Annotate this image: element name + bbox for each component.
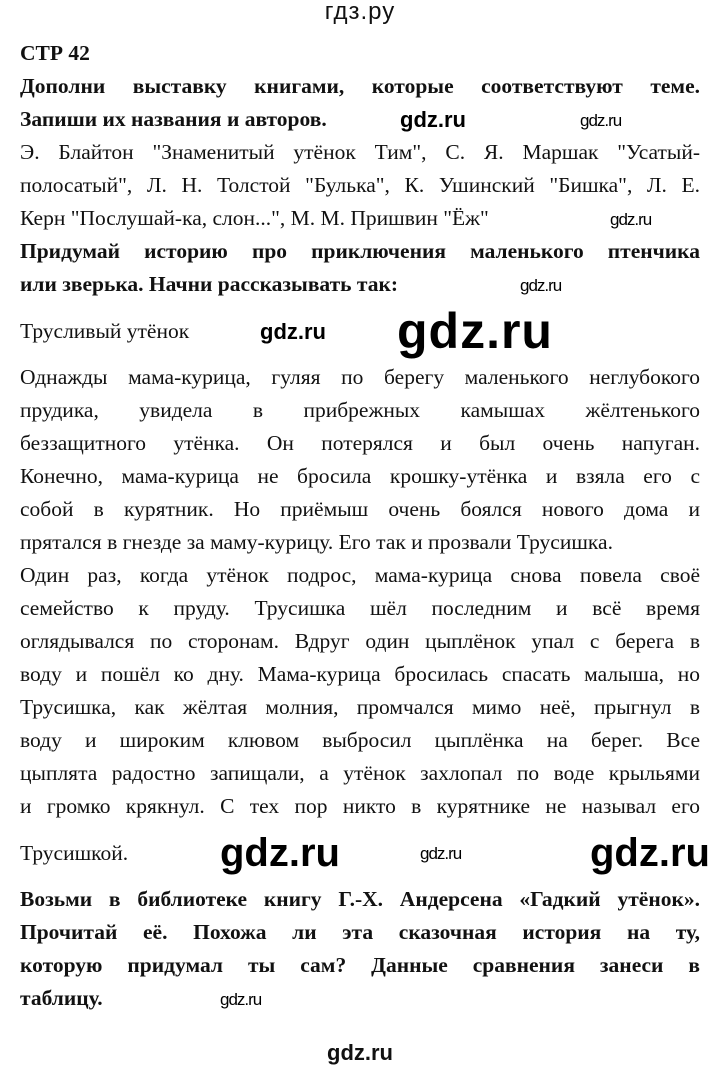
text-line-content: или зверька. Начни рассказывать так: — [20, 272, 399, 296]
watermark: gdz.ru — [580, 111, 622, 130]
text-line — [20, 724, 700, 757]
text-line-content: Придумай историю про приключения маленького птенчика — [20, 239, 700, 263]
text-line — [20, 625, 700, 658]
text-line — [20, 460, 700, 493]
watermark: gdz.ru — [610, 210, 652, 229]
watermark: gdz.ru — [520, 276, 562, 295]
watermark: gdz.ru — [590, 831, 710, 875]
text-line-content: Прочитай её. Похожа ли эта сказочная история на ту, — [20, 920, 700, 944]
text-line — [20, 394, 700, 427]
text-line-content: Возьми в библиотеке книгу Г.-Х. Андерсена «Гадкий утёнок». — [20, 887, 700, 911]
text-line — [20, 691, 700, 724]
text-line — [20, 757, 700, 790]
text-line — [20, 427, 700, 460]
task-heading — [20, 883, 700, 1015]
footer-watermark: gdz.ru — [327, 1040, 393, 1065]
watermark: gdz.ru — [420, 844, 462, 863]
text-line-content: таблицу. — [20, 986, 103, 1010]
watermark: gdz.ru — [220, 990, 262, 1009]
text-line — [20, 658, 700, 691]
text-line — [20, 526, 700, 559]
text-line — [20, 949, 700, 982]
answer-paragraph — [20, 301, 700, 361]
text-line — [20, 883, 700, 916]
text-line-content: прудика, увидела в прибрежных камышах жёлтенького — [20, 398, 700, 422]
text-line-content: прятался в гнезде за маму-курицу. Его так и прозвали Трусишка. — [20, 530, 613, 554]
watermark: gdz.ru — [220, 831, 340, 875]
watermark: gdz.ru — [260, 319, 326, 344]
text-line-content: цыплята радостно запищали, а утёнок захлопал по воде крыльями — [20, 761, 700, 785]
text-line-content: собой в курятник. Но приёмыш очень боялся нового дома и — [20, 497, 700, 521]
text-line-content: Э. Блайтон "Знаменитый утёнок Тим", С. Я. Маршак "Усатый- — [20, 140, 700, 164]
text-line-content: Запиши их названия и авторов. — [20, 107, 327, 131]
text-line-content: беззащитного утёнка. Он потерялся и был очень напуган. — [20, 431, 700, 455]
text-line-content: воду и пошёл ко дну. Мама-курица бросилась спасать малыша, но — [20, 662, 700, 686]
text-line — [20, 790, 700, 823]
text-line — [20, 235, 700, 268]
text-line — [20, 70, 700, 103]
text-line — [20, 982, 700, 1015]
text-line-content: и громко крякнул. С тех пор никто в курятнике не называл его — [20, 794, 700, 818]
document-page — [20, 37, 710, 1015]
text-line-content: которую придумал ты сам? Данные сравнения занеси в — [20, 953, 700, 977]
text-line-content: Дополни выставку книгами, которые соответствуют теме. — [20, 74, 700, 98]
text-line-content: Однажды мама-курица, гуляя по берегу маленького неглубокого — [20, 365, 700, 389]
task-heading — [20, 70, 700, 136]
text-line — [20, 592, 700, 625]
text-line-content: воду и широким клювом выбросил цыплёнка на берег. Все — [20, 728, 700, 752]
text-line — [20, 136, 700, 169]
document-content — [20, 70, 710, 1015]
text-line-content: семейство к пруду. Трусишка шёл последним и всё время — [20, 596, 700, 620]
text-line-content: Трусишкой. — [20, 841, 129, 865]
text-line — [20, 493, 700, 526]
text-line — [20, 559, 700, 592]
text-line — [20, 202, 700, 235]
watermark: gdz.ru — [400, 107, 466, 132]
text-line-content: оглядывался по сторонам. Вдруг один цыплёнок упал с берега в — [20, 629, 700, 653]
answer-paragraph — [20, 136, 700, 235]
text-line — [20, 916, 700, 949]
text-line-content: полосатый", Л. Н. Толстой "Булька", К. Ушинский "Бишка", Л. Е. — [20, 173, 700, 197]
text-line — [20, 361, 700, 394]
text-line-content: Трусишка, как жёлтая молния, промчался мимо неё, прыгнул в — [20, 695, 700, 719]
page-label — [20, 37, 700, 70]
answer-paragraph — [20, 361, 700, 559]
text-line — [20, 823, 710, 883]
text-line — [20, 103, 700, 136]
text-line-content: Керн "Послушай-ка, слон...", М. М. Пришвин "Ёж" — [20, 206, 489, 230]
answer-paragraph — [20, 559, 710, 883]
site-title: гдз.ру — [324, 0, 396, 25]
text-line-content: Трусливый утёнок — [20, 319, 190, 343]
text-line-content: Конечно, мама-курица не бросила крошку-утёнка и взяла его с — [20, 464, 700, 488]
task-heading — [20, 235, 700, 301]
text-line — [20, 169, 700, 202]
text-line-content: Один раз, когда утёнок подрос, мама-курица снова повела своё — [20, 563, 700, 587]
page-label-text: СТР 42 — [20, 41, 90, 65]
text-line — [20, 268, 700, 301]
text-line — [20, 301, 700, 361]
watermark: gdz.ru — [397, 303, 553, 359]
